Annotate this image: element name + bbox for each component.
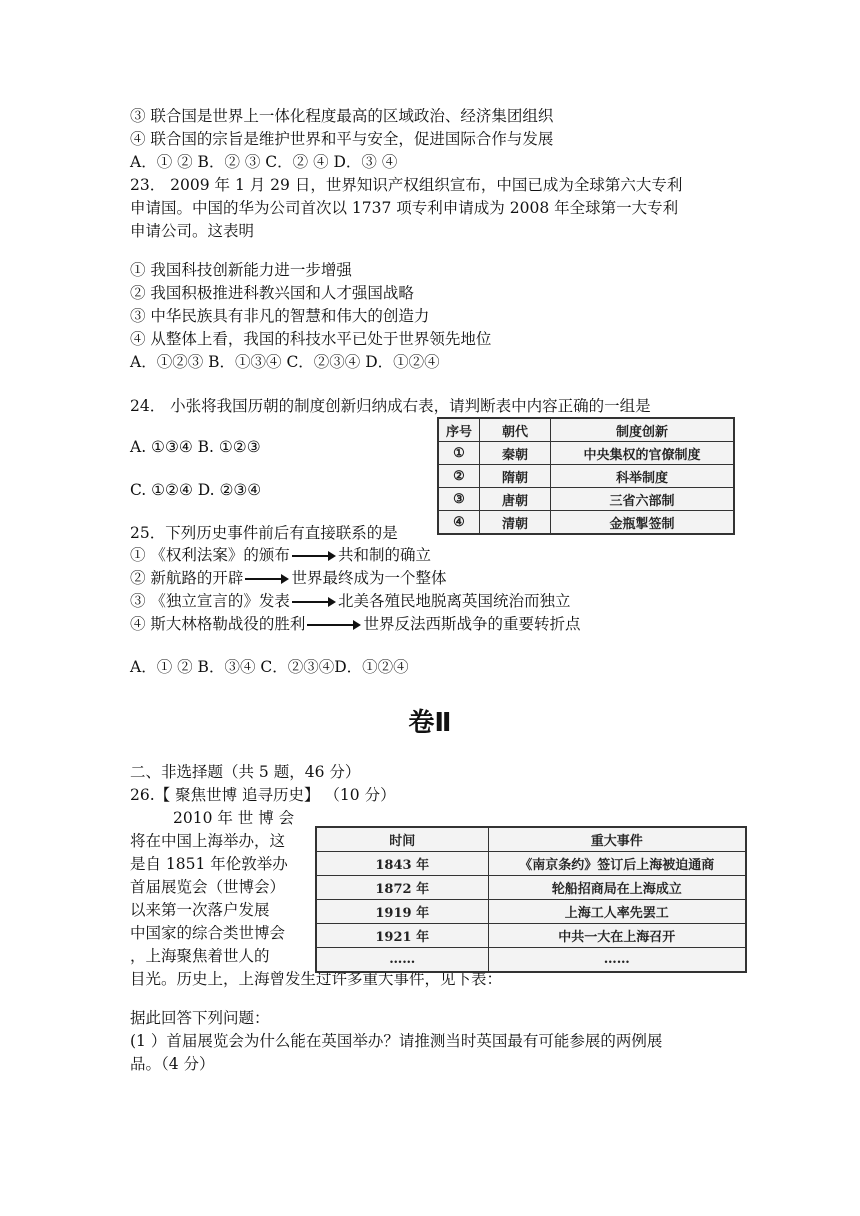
table-cell: …… <box>488 948 746 973</box>
table-header-cell: 制度创新 <box>550 418 734 442</box>
arrow-right-icon <box>292 555 334 557</box>
table-cell: 秦朝 <box>479 442 550 465</box>
q23-option-1: ① 我国科技创新能力进一步增强 <box>130 261 352 279</box>
q22-option-4: ④ 联合国的宗旨是维护世界和平与安全，促进国际合作与发展 <box>130 130 554 148</box>
shanghai-events-table <box>315 826 747 973</box>
q23-stem-line3: 申请公司。这表明 <box>130 222 255 240</box>
q26-text-line4: 首届展览会（世博会） <box>130 878 286 896</box>
q24-answers-row1: A. ①③④ B. ①②③ <box>130 438 261 456</box>
table-row <box>438 442 734 465</box>
q26-text-line6: 中国家的综合类世博会 <box>130 924 286 942</box>
q26-text-line8: 目光。历史上，上海曾发生过许多重大事件，见下表： <box>130 970 503 988</box>
table-cell: 1921 年 <box>316 924 488 948</box>
arrow-right-icon <box>292 601 334 603</box>
table-cell: 中央集权的官僚制度 <box>550 442 734 465</box>
q23-stem-line2: 申请国。中国的华为公司首次以 1737 项专利申请成为 2008 年全球第一大专利 <box>130 199 679 217</box>
table-cell: ② <box>438 465 479 488</box>
q25-item-3 <box>130 591 570 611</box>
table-cell: 科举制度 <box>550 465 734 488</box>
q25-stem: 25．下列历史事件前后有直接联系的是 <box>130 524 398 542</box>
dynasty-table <box>437 417 735 535</box>
table-cell: 1872 年 <box>316 876 488 900</box>
q26-title: 26.【 聚焦世博 追寻历史】 （10 分） <box>130 786 396 804</box>
effect-text: 共和制的确立 <box>337 546 431 564</box>
table-cell: 《南京条约》签订后上海被迫通商 <box>488 852 746 876</box>
table-header-cell: 时间 <box>316 827 488 852</box>
table-cell: 唐朝 <box>479 488 550 511</box>
q26-text-line3: 是自 1851 年伦敦举办 <box>130 855 288 873</box>
q25-item-2 <box>130 568 446 588</box>
q26-subquestion-1: (1 ）首届展览会为什么能在英国举办？请推测当时英国最有可能参展的两例展 <box>130 1032 663 1050</box>
q23-option-3: ③ 中华民族具有非凡的智慧和伟大的创造力 <box>130 307 430 325</box>
q26-text-line5: 以来第一次落户发展 <box>130 901 270 919</box>
cause-text: ① 《权利法案》的颁布 <box>130 546 290 564</box>
table-cell: 中共一大在上海召开 <box>488 924 746 948</box>
table-cell: …… <box>316 948 488 973</box>
q26-text-line7: ，上海聚焦着世人的 <box>130 947 270 965</box>
q22-option-3: ③ 联合国是世界上一体化程度最高的区域政治、经济集团组织 <box>130 107 554 125</box>
table-cell: 隋朝 <box>479 465 550 488</box>
q25-item-1 <box>130 545 431 565</box>
cause-text: ③ 《独立宣言的》发表 <box>130 592 290 610</box>
effect-text: 世界反法西斯战争的重要转折点 <box>363 615 581 633</box>
q25-answers: A．① ② B．③④ C．②③④D．①②④ <box>130 658 409 676</box>
q23-option-4: ④ 从整体上看，我国的科技水平已处于世界领先地位 <box>130 330 492 348</box>
arrow-right-icon <box>307 624 359 626</box>
table-cell: ④ <box>438 511 479 535</box>
cause-text: ④ 斯大林格勒战役的胜利 <box>130 615 306 633</box>
section-heading: 卷Ⅱ <box>408 708 452 738</box>
effect-text: 世界最终成为一个整体 <box>291 569 447 587</box>
table-cell: 1919 年 <box>316 900 488 924</box>
table-cell: 轮船招商局在上海成立 <box>488 876 746 900</box>
table-row <box>316 924 746 948</box>
table-row <box>316 876 746 900</box>
table-row <box>438 511 734 535</box>
table-row <box>438 488 734 511</box>
q26-text-line1: 2010 年 世 博 会 <box>173 809 295 827</box>
table-header-row <box>316 827 746 852</box>
q26-prompt: 据此回答下列问题： <box>130 1009 270 1027</box>
arrow-right-icon <box>245 578 287 580</box>
q26-subquestion-1-cont: 品。（4 分） <box>130 1055 215 1073</box>
table-cell: ③ <box>438 488 479 511</box>
q26-text-line2: 将在中国上海举办，这 <box>130 832 286 850</box>
table-row <box>316 948 746 973</box>
table-cell: 三省六部制 <box>550 488 734 511</box>
table-header-cell: 朝代 <box>479 418 550 442</box>
q23-answers: A．①②③ B．①③④ C．②③④ D．①②④ <box>130 353 440 371</box>
table-row <box>316 852 746 876</box>
table-cell: ① <box>438 442 479 465</box>
q24-stem: 24． 小张将我国历朝的制度创新归纳成右表，请判断表中内容正确的一组是 <box>130 397 651 415</box>
table-cell: 清朝 <box>479 511 550 535</box>
effect-text: 北美各殖民地脱离英国统治而独立 <box>337 592 571 610</box>
q23-option-2: ② 我国积极推进科教兴国和人才强国战略 <box>130 284 414 302</box>
q25-item-4 <box>130 614 580 634</box>
table-header-row <box>438 418 734 442</box>
q22-answers: A．① ② B．② ③ C．② ④ D．③ ④ <box>130 153 398 171</box>
table-cell: 上海工人率先罢工 <box>488 900 746 924</box>
table-row <box>438 465 734 488</box>
cause-text: ② 新航路的开辟 <box>130 569 244 587</box>
table-cell: 1843 年 <box>316 852 488 876</box>
table-row <box>316 900 746 924</box>
table-cell: 金瓶掣签制 <box>550 511 734 535</box>
table-header-cell: 序号 <box>438 418 479 442</box>
table-header-cell: 重大事件 <box>488 827 746 852</box>
section-title: 二、非选择题（共 5 题，46 分） <box>130 763 361 781</box>
q24-answers-row2: C. ①②④ D. ②③④ <box>130 481 262 499</box>
q23-stem-line1: 23． 2009 年 1 月 29 日，世界知识产权组织宣布，中国已成为全球第六大专利 <box>130 176 683 194</box>
